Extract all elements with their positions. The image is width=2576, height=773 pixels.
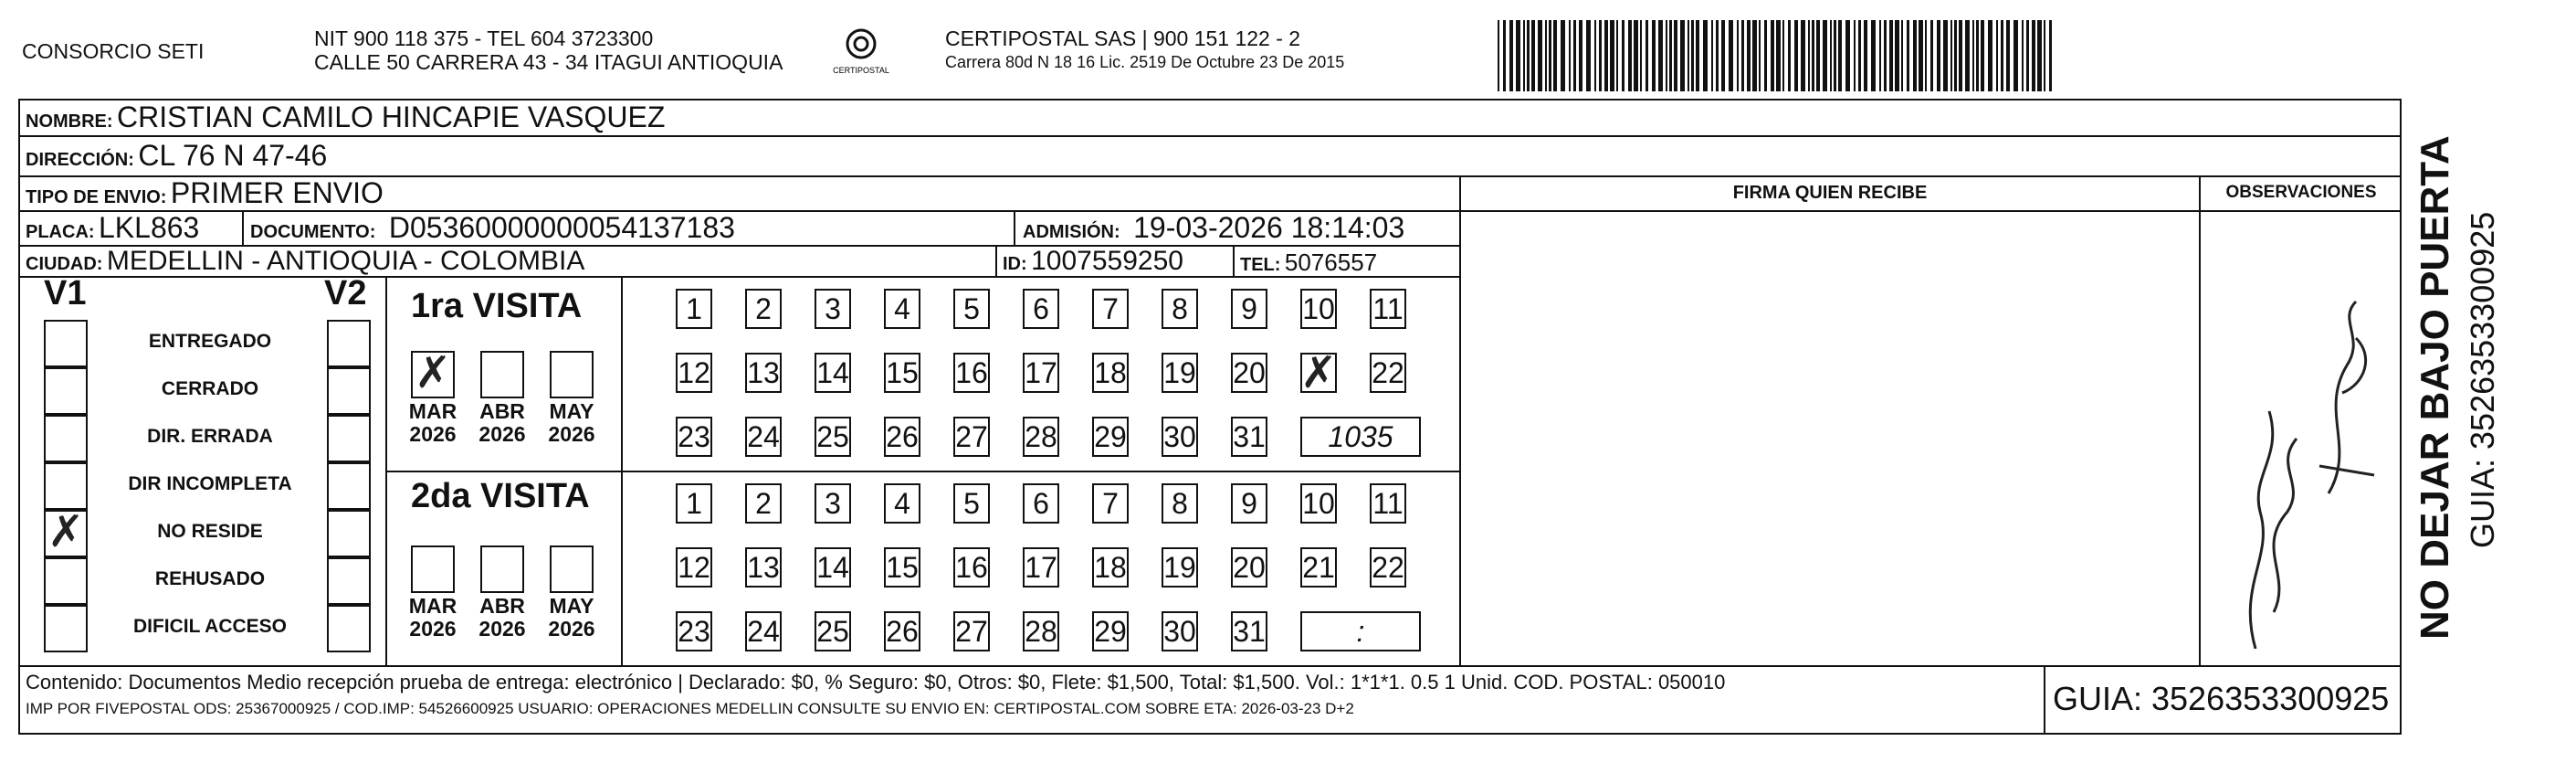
second-visit-day-box[interactable]: 31	[1231, 611, 1267, 651]
second-visit-month-checkbox[interactable]	[480, 545, 524, 593]
year-label: 2026	[478, 617, 526, 641]
second-visit-day-box[interactable]: 27	[953, 611, 990, 651]
second-visit-day-box[interactable]: 19	[1162, 547, 1198, 588]
second-visit-day-box[interactable]: 22	[1370, 547, 1406, 588]
placa-row	[26, 211, 199, 245]
tipo-value: PRIMER ENVIO	[170, 176, 384, 209]
second-visit-day-box[interactable]: 3	[815, 483, 851, 524]
placa-value: LKL863	[99, 211, 200, 244]
second-visit-day-box[interactable]: 8	[1162, 483, 1198, 524]
second-visit-day-box[interactable]: 18	[1092, 547, 1129, 588]
barcode	[1498, 20, 2055, 91]
month-year-label	[540, 595, 604, 641]
admision-value: 19-03-2026 18:14:03	[1133, 211, 1405, 244]
v2-checkbox[interactable]	[327, 320, 371, 367]
second-visit-day-box[interactable]: 11	[1370, 483, 1406, 524]
logo-text: CERTIPOSTAL	[833, 66, 889, 75]
tipo-row	[26, 176, 384, 210]
cert-line: CERTIPOSTAL SAS | 900 151 122 - 2	[945, 26, 1301, 50]
status-reason-label: DIFICIL ACCESO	[132, 616, 287, 637]
second-visit-day-box[interactable]: 9	[1231, 483, 1267, 524]
month-year-label	[540, 400, 604, 446]
second-visit-day-box[interactable]: 13	[745, 547, 782, 588]
company-name: CONSORCIO SETI	[22, 39, 205, 63]
month-label: MAR	[408, 399, 457, 423]
first-visit-day-box[interactable]: 23	[676, 417, 712, 457]
second-visit-day-box[interactable]: 21	[1300, 547, 1337, 588]
first-visit-time-box[interactable]: 1035	[1300, 417, 1421, 457]
second-visit-day-box[interactable]: 12	[676, 547, 712, 588]
year-label: 2026	[548, 422, 595, 446]
check-mark-icon: ✗	[415, 347, 452, 398]
placa-label: PLACA:	[26, 222, 95, 242]
tel-label: TEL:	[1240, 255, 1281, 275]
first-visit-day-box[interactable]: 13	[745, 353, 782, 393]
first-visit-day-box[interactable]: 4	[884, 289, 920, 329]
v2-label: V2	[324, 274, 367, 312]
nombre-label: NOMBRE:	[26, 111, 113, 132]
first-visit-day-box[interactable]: 2	[745, 289, 782, 329]
status-reason-label: DIR. ERRADA	[147, 426, 273, 447]
admision-row	[1023, 211, 1404, 245]
second-visit-day-box[interactable]: 20	[1231, 547, 1267, 588]
first-visit-day-box[interactable]: 27	[953, 417, 990, 457]
status-reason-label: NO RESIDE	[157, 521, 263, 542]
second-visit-month-checkbox[interactable]	[550, 545, 594, 593]
id-value: 1007559250	[1031, 246, 1183, 276]
v2-checkbox[interactable]	[327, 415, 371, 462]
second-visit-day-box[interactable]: 6	[1023, 483, 1059, 524]
first-visit-day-box[interactable]: 1	[676, 289, 712, 329]
ciudad-value: MEDELLIN - ANTIOQUIA - COLOMBIA	[106, 246, 585, 276]
month-year-label	[401, 595, 465, 641]
footer-guia: GUIA: 3526353300925	[2053, 680, 2390, 717]
second-visit-day-box[interactable]: 25	[815, 611, 851, 651]
v1-label: V1	[44, 274, 87, 312]
status-reason-label: REHUSADO	[154, 568, 266, 589]
second-visit-day-box[interactable]: 15	[884, 547, 920, 588]
second-visit-day-box[interactable]: 17	[1023, 547, 1059, 588]
firma-label: FIRMA QUIEN RECIBE	[1732, 183, 1928, 203]
v2-checkbox[interactable]	[327, 605, 371, 652]
first-visit-day-box[interactable]: 3	[815, 289, 851, 329]
second-visit-day-box[interactable]: 7	[1092, 483, 1129, 524]
second-visit-day-box[interactable]: 2	[745, 483, 782, 524]
id-row	[1003, 246, 1183, 277]
v2-checkbox[interactable]	[327, 367, 371, 415]
first-visit-day-box[interactable]: 8	[1162, 289, 1198, 329]
year-label: 2026	[409, 617, 457, 641]
status-reason-label: ENTREGADO	[148, 331, 272, 352]
admision-label: ADMISIÓN:	[1023, 222, 1120, 242]
ciudad-row	[26, 246, 584, 277]
certipostal-logo	[826, 26, 896, 77]
first-visit-day-box[interactable]: 17	[1023, 353, 1059, 393]
year-label: 2026	[409, 422, 457, 446]
v1-checkbox[interactable]	[44, 320, 88, 367]
contenido-text: Contenido: Documentos Medio recepción prueba de entrega: electrónico | Declarado: $0, % Seguro: $0, Otros: $0, Flete: $1,500, Total: $1,500. Vol.: 1*1*1. 0.5 1 Unid. COD. POSTAL: 050010	[26, 671, 1726, 694]
first-visit-month-checkbox[interactable]	[480, 351, 524, 398]
month-label: MAR	[408, 594, 457, 618]
second-visit-day-box[interactable]: 24	[745, 611, 782, 651]
side-guia-text: GUIA: 3526353300925	[2464, 211, 2501, 548]
second-visit-day-box[interactable]: 4	[884, 483, 920, 524]
license-line: Carrera 80d N 18 16 Lic. 2519 De Octubre 23 De 2015	[945, 53, 1345, 71]
second-visit-time-box[interactable]: :	[1300, 611, 1421, 651]
second-visit-day-box[interactable]: 26	[884, 611, 920, 651]
first-visit-day-box[interactable]: 9	[1231, 289, 1267, 329]
second-visit-day-box[interactable]: 30	[1162, 611, 1198, 651]
first-visit-day-box[interactable]: 7	[1092, 289, 1129, 329]
id-label: ID:	[1003, 254, 1027, 274]
first-visit-day-box[interactable]: 24	[745, 417, 782, 457]
first-visit-day-box[interactable]: 25	[815, 417, 851, 457]
first-visit-day-box[interactable]: 29	[1092, 417, 1129, 457]
first-visit-month-checkbox[interactable]	[550, 351, 594, 398]
v2-checkbox[interactable]	[327, 462, 371, 510]
tel-value: 5076557	[1284, 249, 1378, 276]
status-reason-label: CERRADO	[161, 378, 259, 399]
first-visit-day-box[interactable]: 10	[1300, 289, 1337, 329]
year-label: 2026	[548, 617, 595, 641]
tipo-label: TIPO DE ENVIO:	[26, 187, 167, 207]
first-visit-day-box[interactable]: 19	[1162, 353, 1198, 393]
nombre-value: CRISTIAN CAMILO HINCAPIE VASQUEZ	[117, 101, 666, 133]
direccion-row	[26, 139, 327, 173]
first-visit-day-box[interactable]: 6	[1023, 289, 1059, 329]
second-visit-day-box[interactable]: 14	[815, 547, 851, 588]
first-visit-day-box[interactable]: 11	[1370, 289, 1406, 329]
first-visit-day-box[interactable]: 5	[953, 289, 990, 329]
documento-value: D05360000000054137183	[388, 211, 735, 244]
second-visit-day-box[interactable]: 23	[676, 611, 712, 651]
month-year-label	[470, 400, 534, 446]
v2-checkbox[interactable]	[327, 557, 371, 605]
year-label: 2026	[478, 422, 526, 446]
v1-checkbox[interactable]	[44, 367, 88, 415]
month-label: ABR	[479, 399, 525, 423]
second-visit-day-box[interactable]: 28	[1023, 611, 1059, 651]
check-mark-icon: ✗	[1300, 347, 1338, 398]
ciudad-label: CIUDAD:	[26, 254, 103, 274]
first-visit-day-box[interactable]: 15	[884, 353, 920, 393]
first-visit-day-box[interactable]: 28	[1023, 417, 1059, 457]
second-visit-day-box[interactable]: 29	[1092, 611, 1129, 651]
v2-checkbox[interactable]	[327, 510, 371, 557]
v1-checkbox[interactable]	[44, 462, 88, 510]
first-visit-day-box[interactable]: 20	[1231, 353, 1267, 393]
first-visit-day-box[interactable]	[1300, 347, 1338, 398]
v1-checkbox[interactable]	[44, 605, 88, 652]
status-reason-label: DIR INCOMPLETA	[128, 473, 292, 494]
first-visit-title: 1ra VISITA	[411, 287, 583, 325]
second-visit-title: 2da VISITA	[411, 477, 590, 515]
no-dejar-text: NO DEJAR BAJO PUERTA	[2413, 135, 2457, 640]
nit-line: NIT 900 118 375 - TEL 604 3723300	[314, 26, 654, 50]
month-year-label	[470, 595, 534, 641]
first-visit-day-box[interactable]: 30	[1162, 417, 1198, 457]
v1-checkbox[interactable]	[44, 415, 88, 462]
v1-checkbox[interactable]	[44, 506, 88, 557]
first-visit-day-box[interactable]: 22	[1370, 353, 1406, 393]
check-mark-icon: ✗	[47, 506, 85, 557]
first-visit-day-box[interactable]: 16	[953, 353, 990, 393]
observaciones-label: OBSERVACIONES	[2225, 183, 2377, 202]
imp-text: IMP POR FIVEPOSTAL ODS: 25367000925 / COD.IMP: 54526600925 USUARIO: OPERACIONES MEDELLIN CONSULTE SU ENVIO EN: CERTIPOSTAL.COM SOBRE ETA: 2026-03-23 D+2	[26, 700, 1354, 717]
address-line: CALLE 50 CARRERA 43 - 34 ITAGUI ANTIOQUIA	[314, 50, 783, 74]
first-visit-day-box[interactable]: 26	[884, 417, 920, 457]
first-visit-day-box[interactable]: 18	[1092, 353, 1129, 393]
tel-row	[1240, 249, 1377, 277]
direccion-label: DIRECCIÓN:	[26, 150, 134, 170]
second-visit-day-box[interactable]: 1	[676, 483, 712, 524]
second-visit-month-checkbox[interactable]	[411, 545, 455, 593]
documento-row	[250, 211, 735, 245]
direccion-value: CL 76 N 47-46	[138, 139, 328, 172]
second-visit-day-box[interactable]: 10	[1300, 483, 1337, 524]
second-visit-day-box[interactable]: 16	[953, 547, 990, 588]
month-year-label	[401, 400, 465, 446]
first-visit-day-box[interactable]: 12	[676, 353, 712, 393]
nombre-row	[26, 101, 665, 134]
v1-checkbox[interactable]	[44, 557, 88, 605]
first-visit-month-checkbox[interactable]	[411, 347, 455, 398]
second-visit-day-box[interactable]: 5	[953, 483, 990, 524]
month-label: MAY	[549, 399, 594, 423]
month-label: ABR	[479, 594, 525, 618]
month-label: MAY	[549, 594, 594, 618]
documento-label: DOCUMENTO:	[250, 222, 376, 242]
first-visit-day-box[interactable]: 14	[815, 353, 851, 393]
handwritten-signature	[2219, 283, 2392, 658]
first-visit-day-box[interactable]: 31	[1231, 417, 1267, 457]
